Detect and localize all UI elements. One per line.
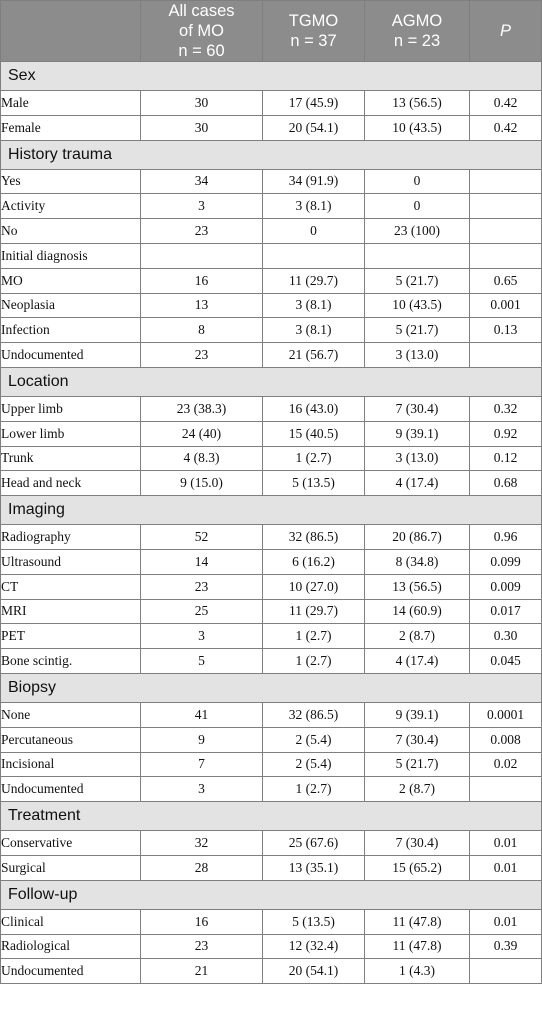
cell-agmo: 5 (21.7) bbox=[365, 318, 470, 343]
cell-tgmo: 13 (35.1) bbox=[263, 855, 365, 880]
header-blank-cell bbox=[1, 1, 141, 62]
cell-all-cases: 28 bbox=[141, 855, 263, 880]
cell-all-cases: 3 bbox=[141, 624, 263, 649]
cell-agmo: 9 (39.1) bbox=[365, 702, 470, 727]
row-label: Undocumented bbox=[1, 959, 141, 984]
section-title: Location bbox=[1, 367, 542, 396]
cell-agmo bbox=[365, 243, 470, 268]
header-agmo-label: AGMO bbox=[391, 12, 443, 30]
cell-tgmo: 32 (86.5) bbox=[263, 525, 365, 550]
cell-all-cases: 3 bbox=[141, 777, 263, 802]
cell-p-value: 0.099 bbox=[470, 549, 542, 574]
cell-p-value: 0.001 bbox=[470, 293, 542, 318]
row-label: Clinical bbox=[1, 909, 141, 934]
cell-tgmo: 21 (56.7) bbox=[263, 343, 365, 368]
cell-p-value bbox=[470, 169, 542, 194]
cell-all-cases: 8 bbox=[141, 318, 263, 343]
row-label: Yes bbox=[1, 169, 141, 194]
header-p-label: P bbox=[499, 22, 511, 40]
cell-agmo: 3 (13.0) bbox=[365, 446, 470, 471]
cell-agmo: 4 (17.4) bbox=[365, 471, 470, 496]
cell-all-cases: 9 bbox=[141, 727, 263, 752]
table-header bbox=[1, 1, 542, 62]
cell-agmo: 15 (65.2) bbox=[365, 855, 470, 880]
cell-agmo: 10 (43.5) bbox=[365, 115, 470, 140]
cell-tgmo: 5 (13.5) bbox=[263, 471, 365, 496]
section-title: History trauma bbox=[1, 140, 542, 169]
cell-agmo: 23 (100) bbox=[365, 219, 470, 244]
table-row bbox=[1, 194, 542, 219]
cell-all-cases: 23 bbox=[141, 343, 263, 368]
table-row bbox=[1, 752, 542, 777]
section-header-row bbox=[1, 367, 542, 396]
row-label: Infection bbox=[1, 318, 141, 343]
cell-all-cases: 13 bbox=[141, 293, 263, 318]
cell-p-value bbox=[470, 194, 542, 219]
section-header-row bbox=[1, 140, 542, 169]
section-title: Imaging bbox=[1, 496, 542, 525]
cell-p-value: 0.42 bbox=[470, 115, 542, 140]
table-row bbox=[1, 831, 542, 856]
cell-all-cases: 23 bbox=[141, 574, 263, 599]
table-row bbox=[1, 777, 542, 802]
cell-tgmo: 1 (2.7) bbox=[263, 777, 365, 802]
cell-all-cases: 5 bbox=[141, 649, 263, 674]
cell-p-value bbox=[470, 219, 542, 244]
cell-tgmo: 1 (2.7) bbox=[263, 649, 365, 674]
cell-all-cases: 4 (8.3) bbox=[141, 446, 263, 471]
cell-agmo: 1 (4.3) bbox=[365, 959, 470, 984]
header-all-cases bbox=[141, 1, 263, 62]
header-agmo-n: n = 23 bbox=[393, 32, 441, 50]
cell-tgmo: 25 (67.6) bbox=[263, 831, 365, 856]
cell-p-value bbox=[470, 959, 542, 984]
cell-tgmo: 5 (13.5) bbox=[263, 909, 365, 934]
cell-agmo: 7 (30.4) bbox=[365, 727, 470, 752]
cell-all-cases: 32 bbox=[141, 831, 263, 856]
cell-all-cases: 23 (38.3) bbox=[141, 396, 263, 421]
cell-p-value: 0.30 bbox=[470, 624, 542, 649]
row-label: None bbox=[1, 702, 141, 727]
section-title: Biopsy bbox=[1, 673, 542, 702]
cell-all-cases: 23 bbox=[141, 219, 263, 244]
cell-all-cases: 30 bbox=[141, 91, 263, 116]
cell-agmo: 0 bbox=[365, 194, 470, 219]
cell-p-value: 0.96 bbox=[470, 525, 542, 550]
table-row bbox=[1, 574, 542, 599]
cell-p-value bbox=[470, 243, 542, 268]
section-title: Sex bbox=[1, 62, 542, 91]
header-all-cases-line2: of MO bbox=[179, 22, 224, 40]
table-row bbox=[1, 318, 542, 343]
cell-tgmo: 0 bbox=[263, 219, 365, 244]
table-row bbox=[1, 909, 542, 934]
row-label: PET bbox=[1, 624, 141, 649]
cell-agmo: 14 (60.9) bbox=[365, 599, 470, 624]
cell-agmo: 7 (30.4) bbox=[365, 396, 470, 421]
cell-tgmo: 11 (29.7) bbox=[263, 268, 365, 293]
cell-tgmo: 11 (29.7) bbox=[263, 599, 365, 624]
cell-agmo: 7 (30.4) bbox=[365, 831, 470, 856]
cell-p-value: 0.39 bbox=[470, 934, 542, 959]
cell-agmo: 2 (8.7) bbox=[365, 777, 470, 802]
row-label: CT bbox=[1, 574, 141, 599]
cell-tgmo: 2 (5.4) bbox=[263, 752, 365, 777]
section-title: Follow-up bbox=[1, 880, 542, 909]
header-tgmo-label: TGMO bbox=[288, 12, 339, 30]
section-header-row bbox=[1, 62, 542, 91]
table-row bbox=[1, 219, 542, 244]
cell-p-value: 0.02 bbox=[470, 752, 542, 777]
cell-p-value: 0.01 bbox=[470, 909, 542, 934]
cell-all-cases: 3 bbox=[141, 194, 263, 219]
table-row bbox=[1, 599, 542, 624]
row-label: Radiography bbox=[1, 525, 141, 550]
cell-p-value bbox=[470, 343, 542, 368]
row-label: Upper limb bbox=[1, 396, 141, 421]
table-row bbox=[1, 446, 542, 471]
cell-agmo: 4 (17.4) bbox=[365, 649, 470, 674]
row-label: Activity bbox=[1, 194, 141, 219]
row-label: Male bbox=[1, 91, 141, 116]
row-label: Incisional bbox=[1, 752, 141, 777]
cell-all-cases: 14 bbox=[141, 549, 263, 574]
cell-tgmo bbox=[263, 243, 365, 268]
cell-p-value: 0.65 bbox=[470, 268, 542, 293]
row-label: Percutaneous bbox=[1, 727, 141, 752]
cell-p-value: 0.008 bbox=[470, 727, 542, 752]
cell-all-cases: 9 (15.0) bbox=[141, 471, 263, 496]
cell-p-value: 0.42 bbox=[470, 91, 542, 116]
cell-tgmo: 16 (43.0) bbox=[263, 396, 365, 421]
cell-all-cases: 23 bbox=[141, 934, 263, 959]
row-label: Conservative bbox=[1, 831, 141, 856]
cell-tgmo: 3 (8.1) bbox=[263, 318, 365, 343]
cell-tgmo: 20 (54.1) bbox=[263, 115, 365, 140]
row-label: Undocumented bbox=[1, 343, 141, 368]
row-label: Bone scintig. bbox=[1, 649, 141, 674]
cell-tgmo: 1 (2.7) bbox=[263, 624, 365, 649]
table-row bbox=[1, 702, 542, 727]
header-agmo bbox=[365, 1, 470, 62]
table-row bbox=[1, 268, 542, 293]
section-header-row bbox=[1, 496, 542, 525]
cell-tgmo: 34 (91.9) bbox=[263, 169, 365, 194]
cell-p-value bbox=[470, 777, 542, 802]
cell-tgmo: 17 (45.9) bbox=[263, 91, 365, 116]
cell-tgmo: 10 (27.0) bbox=[263, 574, 365, 599]
row-label: MO bbox=[1, 268, 141, 293]
cell-agmo: 0 bbox=[365, 169, 470, 194]
section-header-row bbox=[1, 880, 542, 909]
cell-p-value: 0.01 bbox=[470, 855, 542, 880]
cell-all-cases: 16 bbox=[141, 268, 263, 293]
row-label: Radiological bbox=[1, 934, 141, 959]
table-row bbox=[1, 727, 542, 752]
cell-p-value: 0.12 bbox=[470, 446, 542, 471]
cell-agmo: 11 (47.8) bbox=[365, 934, 470, 959]
table-row bbox=[1, 115, 542, 140]
cell-agmo: 2 (8.7) bbox=[365, 624, 470, 649]
cell-p-value: 0.92 bbox=[470, 421, 542, 446]
cell-p-value: 0.0001 bbox=[470, 702, 542, 727]
row-label: Female bbox=[1, 115, 141, 140]
cell-tgmo: 3 (8.1) bbox=[263, 293, 365, 318]
cell-all-cases: 7 bbox=[141, 752, 263, 777]
row-label: Trunk bbox=[1, 446, 141, 471]
cell-p-value: 0.01 bbox=[470, 831, 542, 856]
table-row bbox=[1, 549, 542, 574]
cell-agmo: 20 (86.7) bbox=[365, 525, 470, 550]
cell-agmo: 9 (39.1) bbox=[365, 421, 470, 446]
table-row bbox=[1, 855, 542, 880]
cell-all-cases: 41 bbox=[141, 702, 263, 727]
cell-all-cases bbox=[141, 243, 263, 268]
cell-p-value: 0.13 bbox=[470, 318, 542, 343]
cell-agmo: 5 (21.7) bbox=[365, 268, 470, 293]
row-label: Head and neck bbox=[1, 471, 141, 496]
section-title: Treatment bbox=[1, 802, 542, 831]
header-tgmo bbox=[263, 1, 365, 62]
cell-agmo: 5 (21.7) bbox=[365, 752, 470, 777]
section-header-row bbox=[1, 802, 542, 831]
cell-all-cases: 34 bbox=[141, 169, 263, 194]
row-label: Lower limb bbox=[1, 421, 141, 446]
row-label: Ultrasound bbox=[1, 549, 141, 574]
table-row bbox=[1, 421, 542, 446]
cell-agmo: 8 (34.8) bbox=[365, 549, 470, 574]
cell-tgmo: 2 (5.4) bbox=[263, 727, 365, 752]
cell-all-cases: 25 bbox=[141, 599, 263, 624]
row-label: Initial diagnosis bbox=[1, 243, 141, 268]
table-row bbox=[1, 471, 542, 496]
header-all-cases-line1: All cases bbox=[168, 2, 235, 20]
row-label: Neoplasia bbox=[1, 293, 141, 318]
table-row bbox=[1, 959, 542, 984]
cell-tgmo: 1 (2.7) bbox=[263, 446, 365, 471]
table-row bbox=[1, 649, 542, 674]
cell-p-value: 0.68 bbox=[470, 471, 542, 496]
table-row bbox=[1, 624, 542, 649]
cell-tgmo: 3 (8.1) bbox=[263, 194, 365, 219]
row-label: MRI bbox=[1, 599, 141, 624]
row-label: No bbox=[1, 219, 141, 244]
row-label: Surgical bbox=[1, 855, 141, 880]
table-row bbox=[1, 525, 542, 550]
cell-p-value: 0.045 bbox=[470, 649, 542, 674]
cell-agmo: 3 (13.0) bbox=[365, 343, 470, 368]
header-all-cases-n: n = 60 bbox=[178, 42, 225, 60]
cell-all-cases: 24 (40) bbox=[141, 421, 263, 446]
table-row bbox=[1, 169, 542, 194]
cell-tgmo: 12 (32.4) bbox=[263, 934, 365, 959]
cell-agmo: 13 (56.5) bbox=[365, 91, 470, 116]
cell-all-cases: 21 bbox=[141, 959, 263, 984]
section-header-row bbox=[1, 673, 542, 702]
table-row bbox=[1, 934, 542, 959]
cell-p-value: 0.017 bbox=[470, 599, 542, 624]
table-row bbox=[1, 293, 542, 318]
cell-all-cases: 30 bbox=[141, 115, 263, 140]
cell-p-value: 0.009 bbox=[470, 574, 542, 599]
table-row bbox=[1, 396, 542, 421]
cell-tgmo: 15 (40.5) bbox=[263, 421, 365, 446]
table-row bbox=[1, 243, 542, 268]
header-tgmo-n: n = 37 bbox=[290, 32, 337, 50]
row-label: Undocumented bbox=[1, 777, 141, 802]
cell-tgmo: 6 (16.2) bbox=[263, 549, 365, 574]
table-body bbox=[1, 62, 542, 984]
cell-agmo: 10 (43.5) bbox=[365, 293, 470, 318]
header-p-value bbox=[470, 1, 542, 62]
cell-agmo: 13 (56.5) bbox=[365, 574, 470, 599]
cell-p-value: 0.32 bbox=[470, 396, 542, 421]
cell-agmo: 11 (47.8) bbox=[365, 909, 470, 934]
cell-tgmo: 20 (54.1) bbox=[263, 959, 365, 984]
cell-all-cases: 52 bbox=[141, 525, 263, 550]
table-row bbox=[1, 343, 542, 368]
header-row bbox=[1, 1, 542, 62]
table-row bbox=[1, 91, 542, 116]
cell-all-cases: 16 bbox=[141, 909, 263, 934]
cell-tgmo: 32 (86.5) bbox=[263, 702, 365, 727]
